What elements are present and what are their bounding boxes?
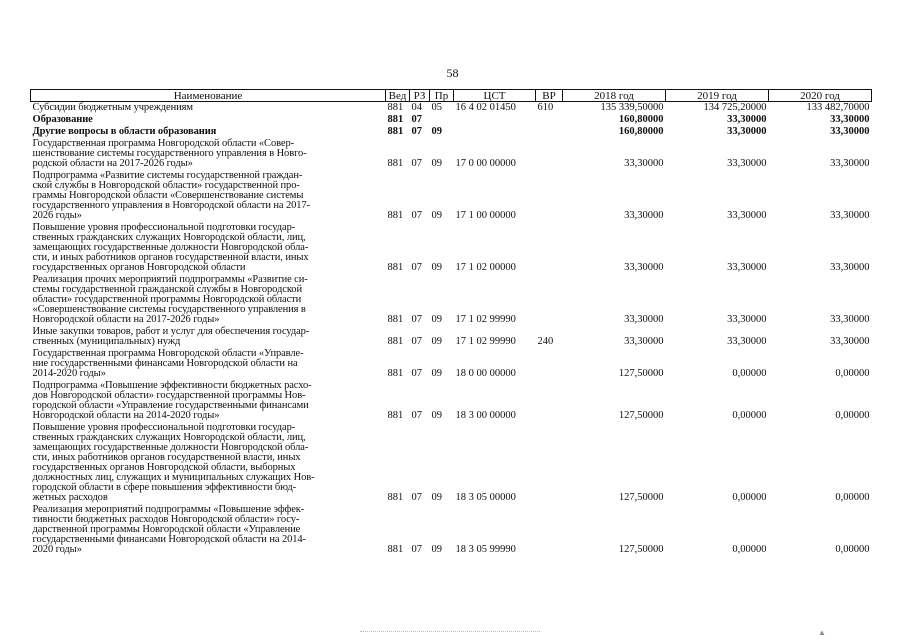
row-cst: 17 0 00 00000: [455, 158, 516, 169]
row-value-2019: 0,00000: [732, 492, 767, 503]
row-rz: 07: [411, 158, 422, 169]
row-value-2020: 33,30000: [830, 114, 870, 125]
row-name-line: государственного управления в Новгородской области на 2017-: [32, 200, 310, 211]
row-vr: [536, 504, 563, 556]
row-value-2018: 160,80000: [618, 126, 664, 137]
row-name-line: родской области на 2017-2026 годы»: [32, 158, 193, 169]
row-vr: [536, 170, 563, 222]
header-pr: Пр: [430, 90, 454, 102]
row-name-line: области» государственной программы Новгородской области: [32, 294, 302, 305]
row-name: [31, 102, 386, 115]
row-vr: [536, 380, 563, 422]
row-value-2018: 127,50000: [618, 544, 664, 555]
row-value-2018: 33,30000: [624, 314, 664, 325]
row-pr: 09: [431, 210, 442, 221]
row-name: [31, 138, 386, 170]
row-value-2019: 0,00000: [732, 368, 767, 379]
row-vr: [536, 274, 563, 326]
table-row: [31, 222, 872, 274]
row-value-2019: 134 725,20000: [703, 102, 767, 113]
row-value-2020: 33,30000: [830, 336, 870, 347]
row-name: [31, 422, 386, 504]
row-pr: 09: [431, 410, 442, 421]
row-rz: 07: [411, 314, 422, 325]
row-vr: 240: [537, 336, 554, 347]
row-name-line: Новгородской области на 2017-2026 годы»: [32, 314, 220, 325]
row-name-line: государственными финансами Новгородской области на 2014-: [32, 534, 306, 545]
row-name: [31, 348, 386, 380]
row-value-2020: 33,30000: [830, 314, 870, 325]
row-name: [31, 126, 386, 138]
row-vr: [536, 114, 563, 126]
header-vr: ВР: [536, 90, 563, 102]
row-pr: 09: [431, 126, 442, 137]
row-pr: 09: [431, 544, 442, 555]
row-name-line: Государственная программа Новгородской области «Совер-: [32, 138, 294, 149]
row-value-2020: 33,30000: [830, 158, 870, 169]
row-name-line: Другие вопросы в области образования: [32, 126, 217, 137]
row-value-2018: 33,30000: [624, 210, 664, 221]
row-ved: 881: [387, 262, 404, 273]
row-value-2018: 33,30000: [624, 262, 664, 273]
header-name: Наименование: [31, 90, 386, 102]
row-vr: 610: [537, 102, 554, 113]
row-name-line: стемы государственной гражданской службы в Новгородской: [32, 284, 302, 295]
row-vr: [536, 422, 563, 504]
row-ved: 881: [387, 126, 404, 137]
row-name-line: сти, иных работников органов государственной власти, иных: [32, 452, 301, 463]
row-rz: 07: [411, 544, 422, 555]
row-name-line: Реализация прочих мероприятий подпрограммы «Развитие си-: [32, 274, 308, 285]
row-value-2018: 33,30000: [624, 158, 664, 169]
row-value-2019: 33,30000: [727, 314, 767, 325]
row-name-line: Государственная программа Новгородской области «Управле-: [32, 348, 304, 359]
row-rz: 07: [411, 126, 422, 137]
row-value-2020: 33,30000: [830, 262, 870, 273]
row-cst: [454, 126, 536, 138]
row-name: [31, 222, 386, 274]
row-value-2019: 33,30000: [727, 114, 767, 125]
row-name-line: должностных лиц, служащих и муниципальных служащих Нов-: [32, 472, 315, 483]
row-value-2019: 33,30000: [727, 158, 767, 169]
row-ved: 881: [387, 102, 404, 113]
header-2020: 2020 год: [769, 90, 872, 102]
row-name-line: шенствование системы государственного управления в Новго-: [32, 148, 307, 159]
table-row: [31, 102, 872, 115]
row-rz: 07: [411, 210, 422, 221]
row-value-2018: 127,50000: [618, 492, 664, 503]
row-name-line: Повышение уровня профессиональной подготовки государ-: [32, 422, 296, 433]
row-ved: 881: [387, 336, 404, 347]
row-name-line: замещающих государственные должности Новгородской обла-: [32, 242, 309, 253]
row-ved: 881: [387, 368, 404, 379]
row-ved: 881: [387, 544, 404, 555]
row-name-line: ственных (муниципальных) нужд: [32, 336, 181, 347]
header-2018: 2018 год: [563, 90, 666, 102]
row-value-2020: 0,00000: [835, 544, 870, 555]
row-value-2019: 33,30000: [727, 336, 767, 347]
row-pr: 09: [431, 368, 442, 379]
header-2019: 2019 год: [666, 90, 769, 102]
row-name-line: государственных органов Новгородской области, выборных: [32, 462, 296, 473]
row-rz: 07: [411, 336, 422, 347]
row-name-line: Новгородской области на 2014-2020 годы»: [32, 410, 220, 421]
row-name-line: Подпрограмма «Развитие системы государственной граждан-: [32, 170, 303, 181]
budget-table: [30, 89, 872, 556]
header-rz: РЗ: [410, 90, 430, 102]
row-pr: 09: [431, 262, 442, 273]
row-name-line: сти, и иных работников органов государственной власти, иных: [32, 252, 309, 263]
row-name: [31, 170, 386, 222]
table-row: [31, 422, 872, 504]
row-name-line: ской службы в Новгородской области» государственной про-: [32, 180, 300, 191]
row-value-2019: 0,00000: [732, 410, 767, 421]
row-name-line: ние государственными финансами Новгородской области на: [32, 358, 298, 369]
row-rz: 07: [411, 410, 422, 421]
table-row: [31, 274, 872, 326]
row-name-line: Субсидии бюджетным учреждениям: [32, 102, 193, 113]
row-name-line: государственных органов Новгородской области: [32, 262, 246, 273]
row-name-line: Реализация мероприятий подпрограммы «Повышение эффек-: [32, 504, 305, 515]
row-value-2020: 133 482,70000: [806, 102, 870, 113]
row-cst: 18 3 00 00000: [455, 410, 516, 421]
row-name-line: граммы Новгородской области «Совершенствование системы: [32, 190, 304, 201]
row-name-line: замещающих государственные должности Новгородской обла-: [32, 442, 309, 453]
row-ved: 881: [387, 410, 404, 421]
row-value-2019: 33,30000: [727, 262, 767, 273]
row-value-2019: 33,30000: [727, 126, 767, 137]
row-cst: 18 3 05 99990: [455, 544, 516, 555]
row-vr: [536, 126, 563, 138]
table-row: [31, 126, 872, 138]
table-header-row: [31, 90, 872, 102]
row-value-2018: 160,80000: [618, 114, 664, 125]
row-ved: 881: [387, 492, 404, 503]
row-value-2018: 33,30000: [624, 336, 664, 347]
row-value-2020: 0,00000: [835, 410, 870, 421]
row-name-line: Подпрограмма «Повышение эффективности бюджетных расхо-: [32, 380, 312, 391]
table-row: [31, 504, 872, 556]
footer-smudge: [360, 631, 540, 634]
row-cst: 17 1 02 99990: [455, 336, 516, 347]
row-rz: 07: [411, 492, 422, 503]
row-name-line: Повышение уровня профессиональной подготовки государ-: [32, 222, 296, 233]
row-name: [31, 380, 386, 422]
row-value-2020: 33,30000: [830, 210, 870, 221]
row-ved: 881: [387, 210, 404, 221]
row-name-line: 2020 годы»: [32, 544, 82, 555]
row-name: [31, 504, 386, 556]
row-value-2020: 0,00000: [835, 492, 870, 503]
row-value-2020: 0,00000: [835, 368, 870, 379]
row-pr: 09: [431, 336, 442, 347]
row-vr: [536, 222, 563, 274]
row-name: [31, 326, 386, 348]
row-cst: 17 1 02 99990: [455, 314, 516, 325]
row-ved: 881: [387, 158, 404, 169]
row-name: [31, 274, 386, 326]
row-value-2020: 33,30000: [830, 126, 870, 137]
row-value-2018: 135 339,50000: [600, 102, 664, 113]
row-value-2018: 127,50000: [618, 368, 664, 379]
row-pr: 09: [431, 492, 442, 503]
row-name-line: городской области «Управление государственными финансами: [32, 400, 309, 411]
row-name-line: дов Новгородской области» государственной программы Нов-: [32, 390, 306, 401]
table-row: [31, 326, 872, 348]
row-rz: 07: [411, 114, 422, 125]
row-value-2019: 0,00000: [732, 544, 767, 555]
table-row: [31, 114, 872, 126]
row-pr: 09: [431, 314, 442, 325]
row-vr: [536, 138, 563, 170]
row-name-line: 2026 годы»: [32, 210, 82, 221]
row-pr: [430, 114, 454, 126]
row-ved: 881: [387, 114, 404, 125]
footer-mark: ▲: [818, 628, 826, 637]
row-name-line: жетных расходов: [32, 492, 108, 503]
row-name-line: городской области в сфере повышения эффективности бюд-: [32, 482, 296, 493]
header-ved: Вед: [386, 90, 410, 102]
row-name-line: дарственной программы Новгородской области «Управление: [32, 524, 301, 535]
table-row: [31, 348, 872, 380]
row-name-line: Образование: [32, 114, 93, 125]
row-name-line: Иные закупки товаров, работ и услуг для обеспечения государ-: [32, 326, 310, 337]
row-value-2018: 127,50000: [618, 410, 664, 421]
row-cst: 17 1 02 00000: [455, 262, 516, 273]
row-rz: 04: [411, 102, 422, 113]
row-cst: 18 3 05 00000: [455, 492, 516, 503]
row-name-line: ственных гражданских служащих Новгородской области, лиц,: [32, 232, 306, 243]
row-name-line: 2014-2020 годы»: [32, 368, 106, 379]
row-rz: 07: [411, 368, 422, 379]
page-number: 58: [446, 66, 459, 80]
row-name-line: тивности бюджетных расходов Новгородской области» госу-: [32, 514, 300, 525]
table-body: [31, 102, 872, 557]
row-name-line: «Совершенствование системы государственного управления в: [32, 304, 306, 315]
table-row: [31, 170, 872, 222]
table-row: [31, 138, 872, 170]
row-pr: 05: [431, 102, 442, 113]
row-cst: [454, 114, 536, 126]
row-cst: 16 4 02 01450: [455, 102, 516, 113]
table-row: [31, 380, 872, 422]
row-rz: 07: [411, 262, 422, 273]
row-value-2019: 33,30000: [727, 210, 767, 221]
row-cst: 17 1 00 00000: [455, 210, 516, 221]
row-vr: [536, 348, 563, 380]
header-cst: ЦСТ: [454, 90, 536, 102]
row-pr: 09: [431, 158, 442, 169]
row-name: [31, 114, 386, 126]
row-cst: 18 0 00 00000: [455, 368, 516, 379]
row-ved: 881: [387, 314, 404, 325]
row-name-line: ственных гражданских служащих Новгородской области, лиц,: [32, 432, 306, 443]
